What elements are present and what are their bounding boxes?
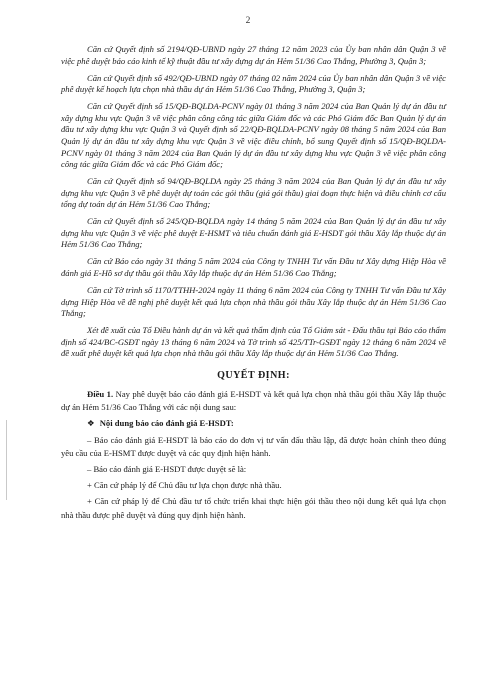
article-1-text: Nay phê duyệt báo cáo đánh giá E-HSDT và kết quả lựa chọn nhà thầu gói thầu Xây lắp thuộc dự án Hẻm 51/36 Cao Thắng với các nội dung sau: xyxy=(61,388,446,413)
body-item: + Căn cứ pháp lý để Chủ đầu tư lựa chọn được nhà thầu. xyxy=(87,480,282,491)
margin-stamp-edge xyxy=(0,420,7,500)
preamble-paragraph: Căn cứ Báo cáo ngày 31 tháng 5 năm 2024 của Công ty TNHH Tư vấn Đầu tư Xây dựng Hiệp Hòa về đánh giá E-Hồ sơ dự thầu gói thầu Xây lắp thuộc dự án Hẻm 51/36 Cao Thắng; xyxy=(61,256,446,279)
preamble-paragraph: Căn cứ Quyết định số 94/QĐ-BQLDA ngày 25 tháng 3 năm 2024 của Ban Quản lý dự án đầu tư xây dựng khu vực Quận 3 về phê duyệt dự toán các gói thầu (giá gói thầu) giai đoạn thực hiện và điều chỉnh cơ cấu tổng dự toán dự án Hẻm 51/36 Cao Thắng; xyxy=(61,176,446,210)
preamble-paragraph: Căn cứ Tờ trình số 1170/TTHH-2024 ngày 11 tháng 6 năm 2024 của Công ty TNHH Tư vấn Đầu tư Xây dựng Hiệp Hòa về đề nghị phê duyệt kết quả lựa chọn nhà thầu gói thầu Xây lắp thuộc dự án Hẻm 51/36 Cao Thắng; xyxy=(61,285,446,319)
section-heading xyxy=(87,417,446,430)
diamond-bullet-icon: ❖ xyxy=(87,418,95,429)
body-item: – Báo cáo đánh giá E-HSDT là báo cáo do đơn vị tư vấn đấu thầu lập, đã được hoàn chỉnh theo đúng yêu cầu của E-HSMT được duyệt và các quy định hiện hành. xyxy=(61,434,446,458)
section-title: Nội dung báo cáo đánh giá E-HSDT: xyxy=(99,418,234,429)
decision-heading: QUYẾT ĐỊNH: xyxy=(217,369,290,381)
document-body xyxy=(61,44,446,525)
preamble-paragraph: Căn cứ Quyết định số 15/QĐ-BQLDA-PCNV ngày 01 tháng 3 năm 2024 của Ban Quản lý dự án đầu tư xây dựng khu vực Quận 3 về việc phân công công tác giữa Giám đốc và các Phó Giám đốc Ban Quản lý dự án đầu tư xây dựng khu vực Quận 3 và Quyết định số 22/QĐ-BQLDA-PCNV ngày 08 tháng 5 năm 2024 của Ban Quản lý dự án đầu tư xây dựng khu vực Quận 3 về việc điều chỉnh, bổ sung Quyết định số 15/QĐ-BQLDA-PCNV ngày 01 tháng 3 năm 2024 của Ban Quản lý dự án đầu tư xây dựng khu vực Quận 3 về việc phân công công tác giữa Giám đốc và các Phó Giám đốc; xyxy=(61,101,446,170)
preamble-paragraph: Căn cứ Quyết định số 492/QĐ-UBND ngày 07 tháng 02 năm 2024 của Ủy ban nhân dân Quận 3 về việc phê duyệt kế hoạch lựa chọn nhà thầu dự án Hẻm 51/36 Cao Thắng, Phường 3, Quận 3; xyxy=(61,72,446,95)
body-item: + Căn cứ pháp lý để Chủ đầu tư tổ chức triển khai thực hiện gói thầu theo nội dung kết quả lựa chọn nhà thầu được phê duyệt và đúng quy định hiện hành. xyxy=(61,496,446,520)
preamble-paragraph: Căn cứ Quyết định số 245/QĐ-BQLDA ngày 14 tháng 5 năm 2024 của Ban Quản lý dự án đầu tư xây dựng khu vực Quận 3 về việc phê duyệt E-HSMT và tiêu chuẩn đánh giá E-HSDT gói thầu Xây lắp thuộc dự án Hẻm 51/36 Cao Thắng; xyxy=(61,216,446,250)
article-1 xyxy=(61,388,446,414)
preamble-paragraph: Xét đề xuất của Tổ Điều hành dự án và kết quả thẩm định của Tổ Giám sát - Đấu thầu tại Báo cáo thẩm định số 424/BC-GSĐT ngày 13 tháng 6 năm 2024 và Tờ trình số 425/TTr-GSĐT ngày 12 tháng 6 năm 2024 về đề xuất phê duyệt kết quả lựa chọn nhà thầu gói thầu Xây lắp thuộc dự án Hẻm 51/36 Cao Thắng. xyxy=(61,325,446,359)
page-number: 2 xyxy=(245,16,251,26)
preamble-paragraph: Căn cứ Quyết định số 2194/QĐ-UBND ngày 27 tháng 12 năm 2023 của Ủy ban nhân dân Quận 3 về việc phê duyệt báo cáo kinh tế kỹ thuật đầu tư xây dựng dự án Hẻm 51/36 Cao Thắng, Phường 3, Quận 3; xyxy=(61,44,446,66)
article-1-label: Điều 1. xyxy=(87,388,114,399)
body-item: – Báo cáo đánh giá E-HSDT được duyệt sẽ là: xyxy=(87,464,247,474)
